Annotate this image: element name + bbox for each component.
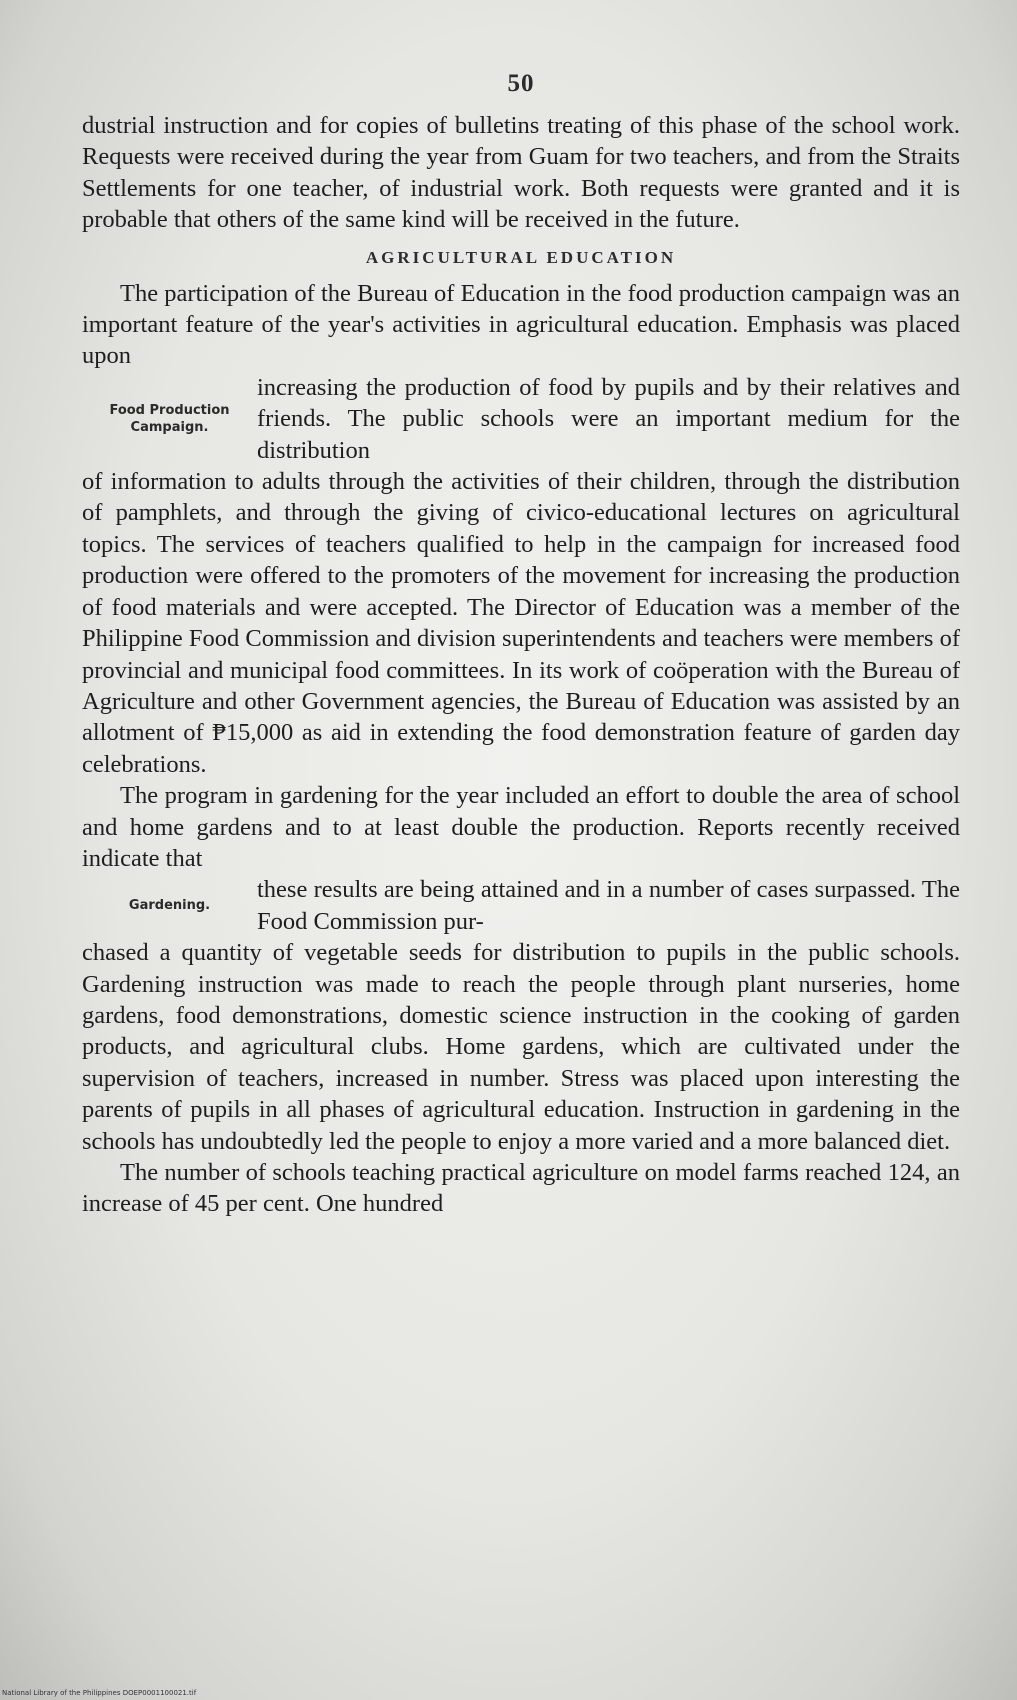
sidenote-gardening: Gardening. xyxy=(128,898,211,914)
document-page xyxy=(82,70,960,1630)
sidenote-block-food-production xyxy=(82,372,960,466)
paragraph-food-campaign-rest: of information to adults through the activities of their children, through the distribution of pamphlets, and through the giving of civico-educational lectures on agricultural topics. The services of teachers qualified to help in the campaign for increased food production were offered to the promoters of the movement for increasing the production of food materials and were accepted. The Director of Education was a member of the Philippine Food Commission and division superintendents and teachers were members of provincial and municipal food committees. In its work of coöperation with the Bureau of Agriculture and other Government agencies, the Bureau of Education was assisted by an allotment of ₱15,000 as aid in extending the food demonstration feature of garden day celebrations. xyxy=(82,468,960,778)
page-number: 50 xyxy=(507,70,535,97)
section-heading: AGRICULTURAL EDUCATION xyxy=(365,247,677,267)
paragraph-gardening-side: these results are being attained and in a number of cases surpassed. The Food Commission pur- xyxy=(257,876,960,935)
paragraph-gardening-lead: The program in gardening for the year included an effort to double the area of school and home gardens and to at least double the production. Reports recently received indicate that xyxy=(82,782,960,872)
paragraph-food-campaign-lead: The participation of the Bureau of Education in the food production campaign was an important feature of the year's activities in agricultural education. Emphasis was placed upon xyxy=(82,279,960,370)
paragraph-gardening-rest: chased a quantity of vegetable seeds for distribution to pupils in the public schools. Gardening instruction was made to reach the people through plant nurseries, home gardens, food demonstrations, domestic science instruction in the cooking of garden products, and agricultural clubs. Home gardens, which are cultivated under the supervision of teachers, increased in number. Stress was placed upon interesting the parents of pupils in all phases of agricultural education. Instruction in gardening in the schools has undoubtedly led the people to enjoy a more varied and a more balanced diet. xyxy=(82,939,960,1155)
scan-credit: National Library of the Philippines DOEP0001100021.tif xyxy=(2,1689,197,1697)
sidenote-block-gardening xyxy=(82,874,960,937)
sidenote-food-production: Food Production Campaign. xyxy=(109,402,230,435)
paragraph-industrial-continuation: dustrial instruction and for copies of bulletins treating of this phase of the school work. Requests were received during the year from Guam for two teachers, and from the Straits Settlements for one teacher, of industrial work. Both requests were granted and it is probable that others of the same kind will be received in the future. xyxy=(82,112,960,234)
paragraph-model-farms: The number of schools teaching practical agriculture on model farms reached 124, an increase of 45 per cent. One hundred xyxy=(82,1159,960,1218)
paragraph-food-campaign-side: increasing the production of food by pupils and by their relatives and friends. The public schools were an important medium for the distribution xyxy=(257,373,960,464)
